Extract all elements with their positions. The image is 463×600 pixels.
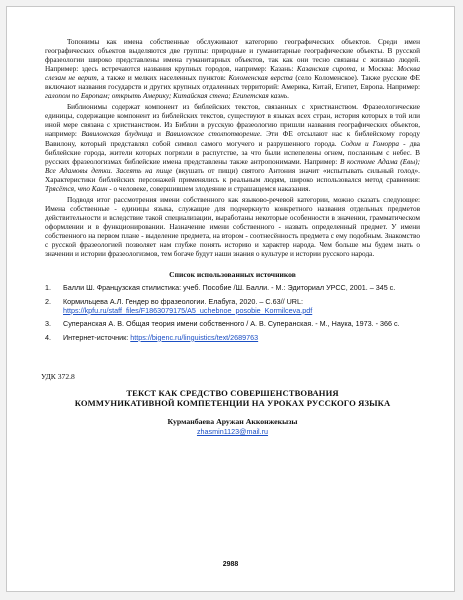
reference-item: 1. Балли Ш. Французская стилистика: учеб. Пособие /Ш. Балли. - М.: Эдиториал УРСС, 2001. – 345 с. [45,283,396,293]
udk-code: УДК 372.8 [41,372,75,382]
article-title: ТЕКСТ КАК СРЕДСТВО СОВЕРШЕНСТВОВАНИЯ КОММУНИКАТИВНОЙ КОМПЕТЕНЦИИ НА УРОКАХ РУССКОГО ЯЗЫКА [74,388,391,409]
document-page [6,6,455,592]
reference-link[interactable]: https://bigenc.ru/linguistics/text/2689763 [130,332,259,342]
paragraph-biblionyms: Библионимы содержат компонент из библейских текстов, связанных с христианством. Фразеологические единицы, содержащие компонент из библейских текстов, существуют в языках всех стран, история которых в той или иной мере связана с христианством. Из Библии в русскую фразеологию пришли названия географических объектов, например: Вавилонская блудница и Вавилонское столпотворение. Эти ФЕ отсылают нас к библейскому городу Вавилону, который представлял собой символ самого могучего и разрушенного города. Содом и Гоморра - два библейские города, жители которых погрязли в распутстве, за что были испепелены огнем, посланным с небес. В русских фразеологизмах библейские имена представлены также антропонимами. Например: В костюме Адама (Евы); Все Адамовы детки. Засеять на пище (вкушать от пищи) святого Антония значит «испытывать сильный голод». Характеристики библейских персонажей применялись к реальным людям, широко использовался метод сравнения: Трясётся, что Каин - о человеке, совершившем злодеяние и страшащемся наказания. [45,102,420,193]
author-name: Курманбаева Аружан Акконжекызы [167,416,298,426]
paragraph-toponyms: Топонимы как имена собственные обслуживают категорию географических объектов. Среди имен географических объектов выделяются две группы: природные и гуманитарные географические объекты. В русской фразеологии широко представлены имена гуманитарных объектов, так как они тесно связаны с жизнью людей. Например: здесь встречаются названия крупных городов, например: Казань: Казанская сирота, и Москва: Москва слезам не верит, а также и мелких населенных пунктов: Коломенская верста (село Коломенское). Также русские ФЕ включают названия государств и других крупных отдаленных территорий: Америка, Китай, Египет, Европа. Например: галопом по Европам; открыть Америку; Китайская стена; Египетская казнь. [45,37,420,101]
author-email [45,427,420,436]
page-number: 2988 [222,561,239,568]
paragraph-conclusion: Подводя итог рассмотрения имени собственного как языково-речевой категории, можно сказать следующее: Имена собственные - единицы языка, служащие для подчеркнуто конкретного названия отдельных предметов действительности и вследствие такой специализации, выработаны некоторые особенности в значении, грамматическом оформлении и в функционировании. Назначение имени собственного - назвать определенный предмет. У имени собственного на первом плане - выделение предмета, на втором - соотнесённость предмета с ему подобным. Знакомство с русской фразеологией позволяет нам глубже понять историю и характер народа. Чем больше мы будем знать о значении и истории фразеологизмов, тем богаче будут наши знания о культуре и истории русского народа. [45,194,420,259]
page-content [41,37,420,436]
reference-item: 2. Кормильцева А.Л. Гендер во фразеологии. Елабуга, 2020. – С.63// URL: https://kpfu.ru/staff_files/F1863079175/A5_uchebnoe_posobie_Kormilceva.pdf [45,296,313,315]
reference-item: 4. Интернет-источник: https://bigenc.ru/linguistics/text/2689763 [45,332,259,342]
reference-item: 3. Суперанская А. В. Общая теория имени собственного / А. В. Суперанская. - М., Наука, 1973. - 366 с. [45,319,400,329]
references-title: Список использованных источников [169,270,296,280]
reference-link[interactable]: https://kpfu.ru/staff_files/F1863079175/A5_uchebnoe_posobie_Kormilceva.pdf [63,305,313,315]
email-link[interactable]: zhasmin1123@mail.ru [196,426,269,436]
